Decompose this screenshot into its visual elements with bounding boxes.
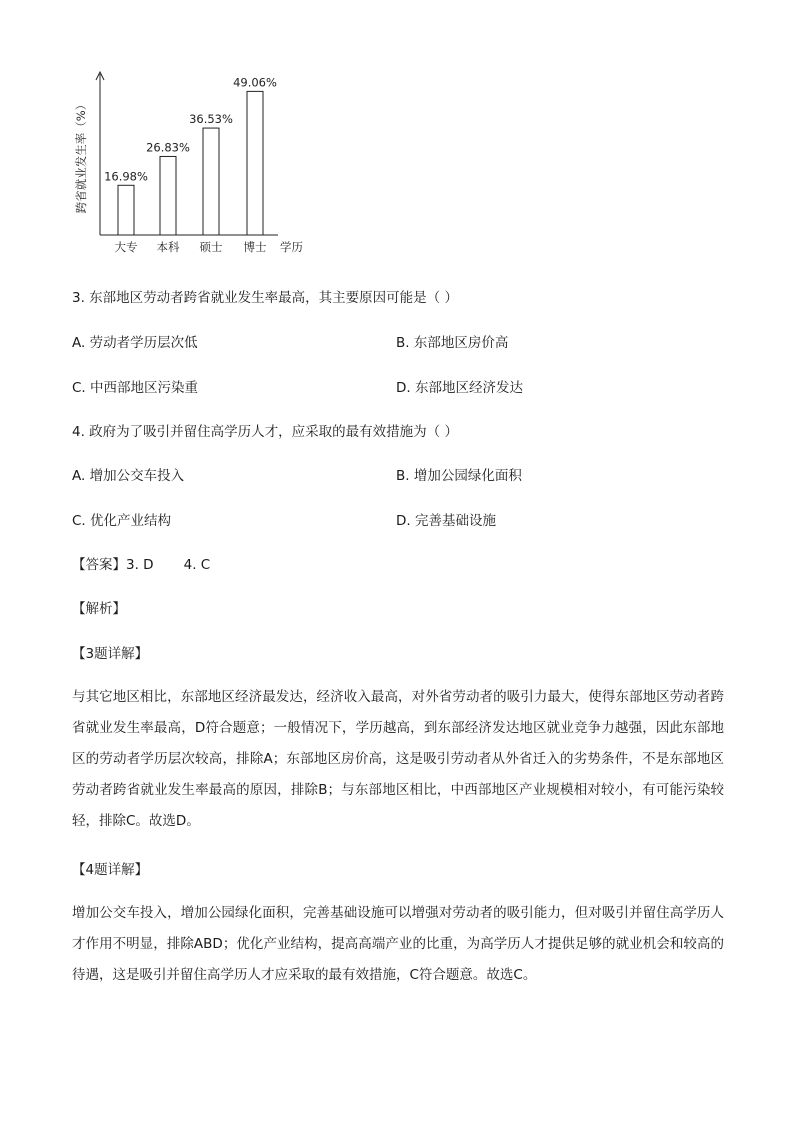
detail-3-label: 【3题详解】	[72, 646, 149, 662]
bar-1	[160, 156, 176, 235]
question-4-option-c: C. 优化产业结构	[72, 513, 172, 529]
detail-4-label: 【4题详解】	[72, 862, 149, 878]
detail-3-paragraph	[72, 682, 724, 837]
analysis-label: 【解析】	[72, 601, 126, 617]
bar-2	[203, 128, 219, 235]
question-3-option-b: B. 东部地区房价高	[396, 335, 509, 351]
question-3-stem: 3. 东部地区劳动者跨省就业发生率最高，其主要原因可能是（ ）	[72, 290, 458, 306]
x-axis-label: 学历	[280, 240, 303, 254]
bar-value-label-0: 16.98%	[104, 169, 148, 184]
category-label-2: 硕士	[199, 240, 223, 254]
category-label-0: 大专	[114, 240, 138, 254]
employment-rate-bar-chart	[60, 68, 350, 268]
answer-label: 【答案】	[72, 557, 126, 573]
bar-value-label-1: 26.83%	[146, 140, 190, 155]
bar-group	[104, 75, 277, 254]
question-4-stem: 4. 政府为了吸引并留住高学历人才，应采取的最有效措施为（ ）	[72, 424, 458, 440]
category-label-1: 本科	[156, 240, 180, 254]
question-3-option-c: C. 中西部地区污染重	[72, 380, 199, 396]
question-4-option-d: D. 完善基础设施	[396, 513, 496, 529]
bar-value-label-3: 49.06%	[233, 75, 277, 90]
detail-3-text: 与其它地区相比，东部地区经济最发达，经济收入最高，对外省劳动者的吸引力最大，使得东部地区劳动者跨省就业发生率最高，D符合题意；一般情况下，学历越高，到东部经济发达地区就业竞争力越强，因此东部地区的劳动者学历层次较高，排除A；东部地区房价高，这是吸引劳动者从外省迁入的劣势条件，不是东部地区劳动者跨省就业发生率最高的原因，排除B；与东部地区相比，中西部地区产业规模相对较小，有可能污染较轻，排除C。故选D。	[72, 689, 724, 829]
category-label-3: 博士	[243, 240, 267, 254]
question-4-option-a: A. 增加公交车投入	[72, 468, 185, 484]
question-3-option-a: A. 劳动者学历层次低	[72, 335, 198, 351]
answer-line	[72, 555, 210, 575]
answer-text: 3. D 4. C	[126, 557, 211, 573]
question-3-option-d: D. 东部地区经济发达	[396, 380, 523, 396]
y-axis-label: 跨省就业发生率（%）	[74, 98, 88, 214]
detail-4-text: 增加公交车投入，增加公园绿化面积，完善基础设施可以增强对劳动者的吸引能力，但对吸引并留住高学历人才作用不明显，排除ABD；优化产业结构，提高高端产业的比重，为高学历人才提供足够的就业机会和较高的待遇，这是吸引并留住高学历人才应采取的最有效措施，C符合题意。故选C。	[72, 905, 724, 983]
detail-4-paragraph	[72, 898, 724, 991]
question-4-option-b: B. 增加公园绿化面积	[396, 468, 522, 484]
bar-value-label-2: 36.53%	[189, 112, 233, 127]
bar-3	[247, 91, 263, 235]
bar-0	[118, 185, 134, 235]
